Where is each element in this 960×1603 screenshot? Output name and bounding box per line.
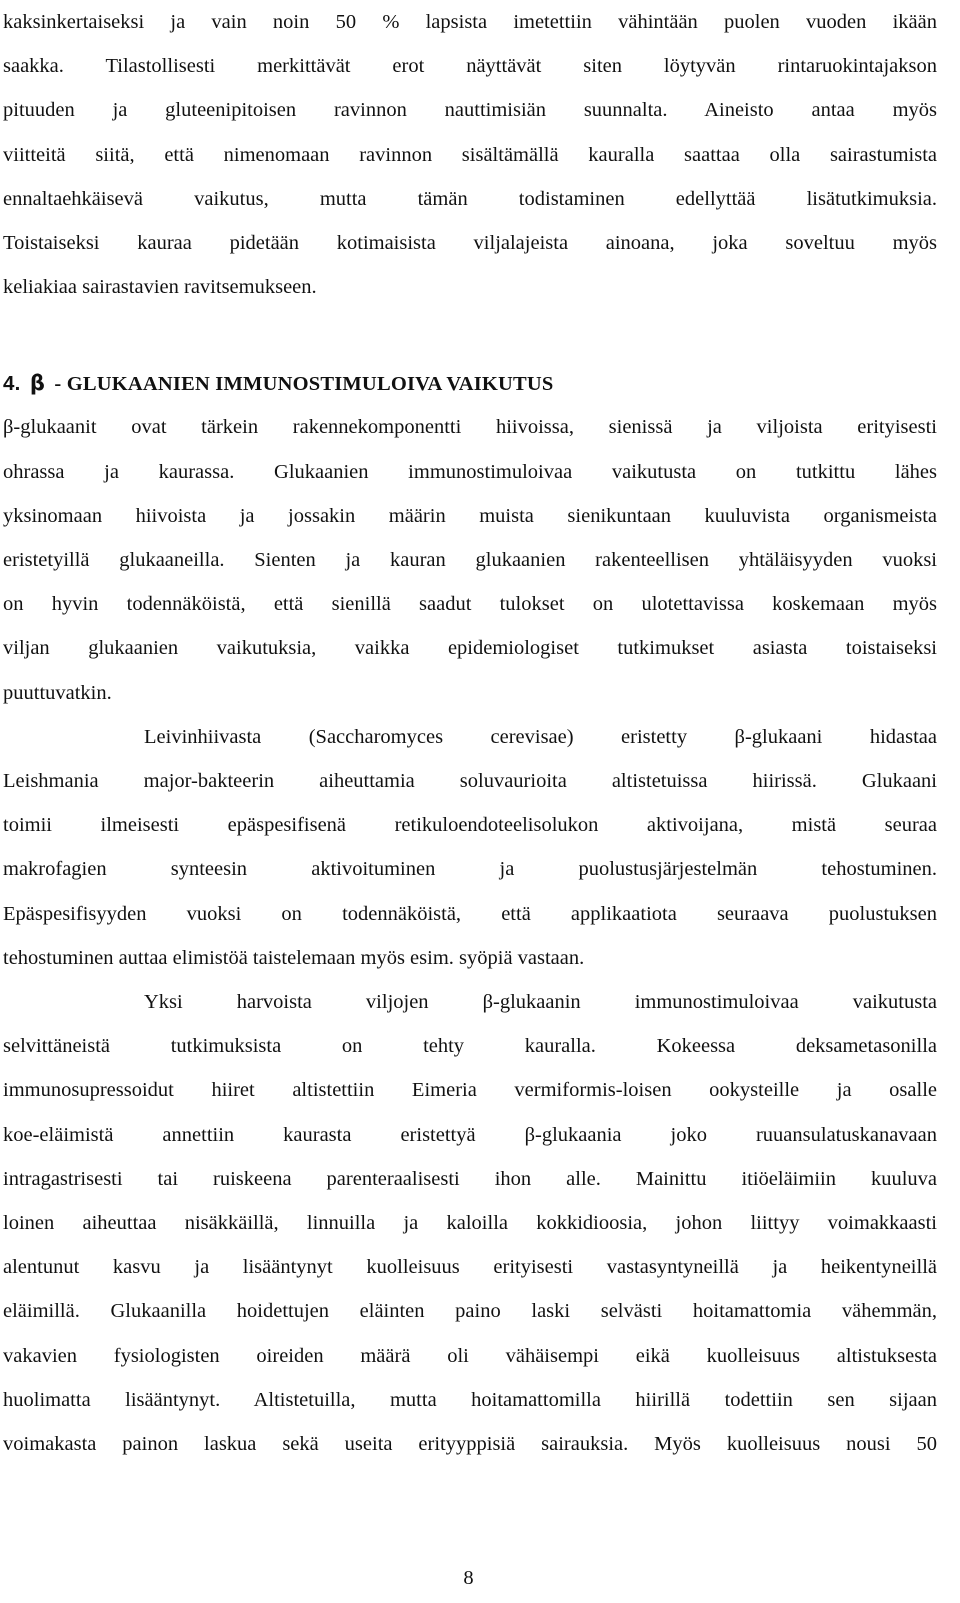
text-line: alentunut kasvu ja lisääntynyt kuolleisuus erityisesti vastasyntyneillä ja heikentyneillä bbox=[3, 1256, 937, 1279]
text-line: viitteitä siitä, että nimenomaan ravinnon sisältämällä kauralla saattaa olla sairastumista bbox=[3, 143, 937, 166]
text-line: vakavien fysiologisten oireiden määrä oli vähäisempi eikä kuolleisuus altistuksesta bbox=[3, 1344, 937, 1367]
text-line: loinen aiheuttaa nisäkkäillä, linnuilla ja kaloilla kokkidioosia, johon liittyy voimakkaasti bbox=[3, 1212, 937, 1235]
text-line: saakka. Tilastollisesti merkittävät erot näyttävät siten löytyvän rintaruokintajakson bbox=[3, 55, 937, 78]
text-line: yksinomaan hiivoista ja jossakin määrin muista sienikuntaan kuuluvista organismeista bbox=[3, 504, 937, 527]
section-heading bbox=[3, 361, 937, 405]
text-line: tehostuminen auttaa elimistöä taistelemaan myös esim. syöpiä vastaan. bbox=[3, 946, 585, 969]
text-line: toimii ilmeisesti epäspesifisenä retikuloendoteelisolukon aktivoijana, mistä seuraa bbox=[3, 814, 937, 837]
text-line: β-glukaanit ovat tärkein rakennekomponentti hiivoissa, sienissä ja viljoista erityisesti bbox=[3, 416, 937, 439]
intro-paragraph bbox=[3, 0, 937, 309]
text-line: eristetyillä glukaaneilla. Sienten ja kauran glukaanien rakenteellisen yhtäläisyyden vuoksi bbox=[3, 549, 937, 572]
text-line: Yksi harvoista viljojen β-glukaanin immunostimuloivaa vaikutusta bbox=[144, 991, 937, 1014]
text-line: puuttuvatkin. bbox=[3, 681, 112, 704]
section-number: 4. bbox=[3, 372, 21, 396]
text-line: Leivinhiivasta (Saccharomyces cerevisae) eristetty β-glukaani hidastaa bbox=[144, 725, 937, 748]
text-line: eläimillä. Glukaanilla hoidettujen eläinten paino laski selvästi hoitamattomia vähemmän, bbox=[3, 1300, 937, 1323]
beta-symbol: β bbox=[29, 371, 46, 396]
text-line: immunosupressoidut hiiret altistettiin Eimeria vermiformis-loisen ookysteille ja osalle bbox=[3, 1079, 937, 1102]
text-line: ohrassa ja kaurassa. Glukaanien immunostimuloivaa vaikutusta on tutkittu lähes bbox=[3, 460, 937, 483]
text-line: Toistaiseksi kauraa pidetään kotimaisista viljalajeista ainoana, joka soveltuu myös bbox=[3, 232, 937, 255]
text-line: intragastrisesti tai ruiskeena parenteraalisesti ihon alle. Mainittu itiöeläimiin kuuluva bbox=[3, 1167, 937, 1190]
text-line: makrofagien synteesin aktivoituminen ja puolustusjärjestelmän tehostuminen. bbox=[3, 858, 937, 881]
text-line: Leishmania major-bakteerin aiheuttamia soluvaurioita altistetuissa hiirissä. Glukaani bbox=[3, 770, 937, 793]
text-line: keliakiaa sairastavien ravitsemukseen. bbox=[3, 276, 317, 299]
paragraph-kaura-study bbox=[3, 980, 937, 1466]
document-page bbox=[3, 0, 937, 1466]
text-line: ennaltaehkäisevä vaikutus, mutta tämän todistaminen edellyttää lisätutkimuksia. bbox=[3, 187, 937, 210]
text-line: viljan glukaanien vaikutuksia, vaikka epidemiologiset tutkimukset asiasta toistaiseksi bbox=[3, 637, 937, 660]
paragraph-beta-glucans bbox=[3, 405, 937, 714]
text-line: pituuden ja gluteenipitoisen ravinnon nauttimisiän suunnalta. Aineisto antaa myös bbox=[3, 99, 937, 122]
text-line: huolimatta lisääntynyt. Altistetuilla, mutta hoitamattomilla hiirillä todettiin sen sijaan bbox=[3, 1388, 937, 1411]
text-line: Epäspesifisyyden vuoksi on todennäköistä, että applikaatiota seuraava puolustuksen bbox=[3, 902, 937, 925]
text-line: koe-eläimistä annettiin kaurasta eristettyä β-glukaania joko ruuansulatuskanavaan bbox=[3, 1123, 937, 1146]
text-line: kaksinkertaiseksi ja vain noin 50 % lapsista imetettiin vähintään puolen vuoden ikään bbox=[3, 11, 937, 33]
text-line: voimakasta painon laskua sekä useita erityyppisiä sairauksia. Myös kuolleisuus nousi 50 bbox=[3, 1433, 937, 1456]
page-number: 8 bbox=[463, 1567, 474, 1589]
text-line: selvittäneistä tutkimuksista on tehty kauralla. Kokeessa deksametasonilla bbox=[3, 1035, 937, 1058]
paragraph-leivinhiiva bbox=[3, 715, 937, 980]
text-line: on hyvin todennäköistä, että sienillä saadut tulokset on ulotettavissa koskemaan myös bbox=[3, 593, 937, 616]
section-title: - GLUKAANIEN IMMUNOSTIMULOIVA VAIKUTUS bbox=[54, 373, 554, 396]
